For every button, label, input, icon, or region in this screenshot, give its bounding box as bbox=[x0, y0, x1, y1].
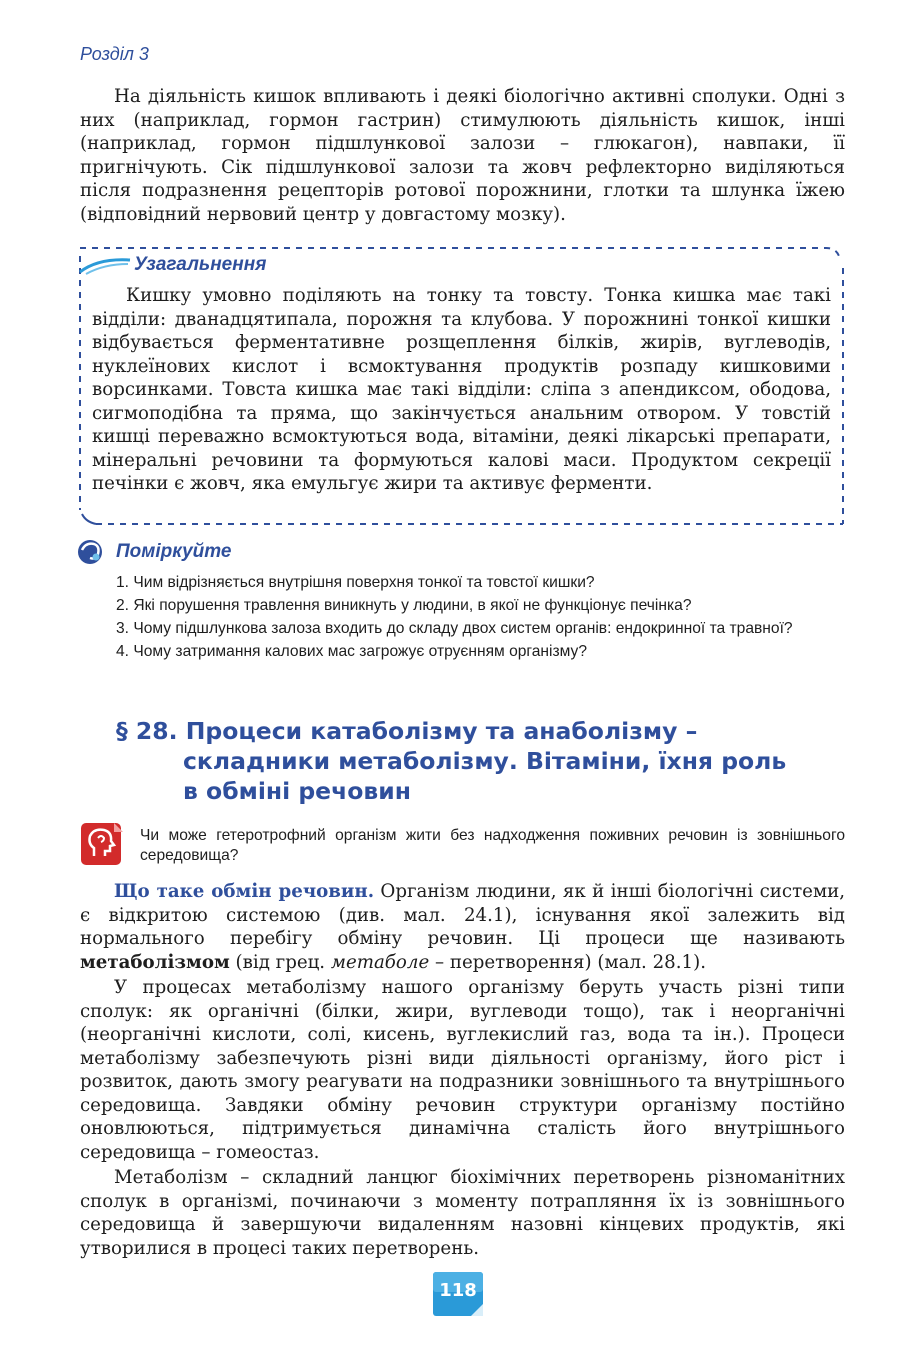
paragraph-lead: Що таке обмін речовин. bbox=[114, 881, 375, 902]
summary-text: Кишку умовно поділяють на тонку та товсту. Тонка кишка має такі відділи: дванадцятипала, порожня та клубова. У порожнині тонкої кишки відбувається ферментативне розщеплення білків, жирів, вуглеводів, нуклеїнових кислот і всмоктування продуктів розпаду кишковими ворсинками. Товста кишка має такі відділи: сліпа з апендиксом, ободова, сигмоподібна та пряма, що закінчується анальним отвором. У товстій кишці переважно всмоктуються вода, вітаміни, деякі лікарські препарати, мінеральні речовини та формуються калові маси. Продуктом секреції печінки є жовч, яка емульгує жири та активує ферменти. bbox=[92, 285, 831, 494]
chapter-heading-line: § 28. Процеси катаболізму та анаболізму – bbox=[116, 717, 698, 745]
section-label: Розділ 3 bbox=[80, 44, 149, 64]
question-item: 1. Чим відрізняється внутрішня поверхня тонкої та товстої кишки? bbox=[116, 574, 595, 591]
thinking-head-icon bbox=[76, 538, 106, 566]
body-text bbox=[80, 880, 845, 1260]
question-item: 4. Чому затримання калових мас загрожує отруєнням організму? bbox=[116, 643, 588, 660]
summary-title: Узагальнення bbox=[134, 254, 267, 275]
paragraph-text: Організм людини, як й інші біологічні системи, є відкритою системою (див. мал. 24.1), існування якої залежить від нормального перебігу обміну речовин. Ці процеси ще називають bbox=[80, 881, 845, 949]
body-paragraph: У процесах метаболізму нашого організму беруть участь різні типи сполук: як органічні (білки, жири, вуглеводи тощо), так і неорганічні (неорганічні кислоти, солі, кисень, вуглекислий газ, вода та ін.). Процеси метаболізму забезпечують різні види діяльності організму, його ріст і розвиток, дають змогу реагувати на подразники зовнішнього та внутрішнього середовища. Завдяки обміну речовин структури організму постійно оновлюються, підтримується динамічна сталість його внутрішнього середовища – гомеостаз. bbox=[80, 977, 845, 1163]
thinking-person-icon bbox=[80, 822, 124, 866]
chapter-heading-line: складники метаболізму. Вітаміни, їхня роль bbox=[183, 747, 787, 775]
question-item: 3. Чому підшлункова залоза входить до складу двох систем органів: ендокринної та травної? bbox=[116, 620, 793, 637]
question-list bbox=[80, 573, 845, 665]
chapter-heading bbox=[116, 716, 836, 806]
body-paragraph: Метаболізм – складний ланцюг біохімічних перетворень різноманітних сполук в організмі, починаючи з моменту потрапляння їх із зовнішнього середовища й завершуючи видаленням назовні кінцевих продуктів, які утворилися в процесі таких перетворень. bbox=[80, 1167, 845, 1259]
body-paragraph bbox=[80, 880, 845, 974]
pen-swoosh-icon bbox=[78, 254, 134, 276]
page-number-badge bbox=[431, 1270, 487, 1320]
lead-question: Чи може гетеротрофний організм жити без надходження поживних речовин із зовнішнього середовища? bbox=[140, 827, 845, 864]
page-number: 118 bbox=[439, 1280, 477, 1301]
paragraph-text: – перетворення) (мал. 28.1). bbox=[429, 951, 706, 973]
intro-paragraph: На діяльність кишок впливають і деякі біологічно активні сполуки. Одні з них (наприклад, гормон гастрин) стимулюють діяльність кишок, інші (наприклад, гормон підшлункової залози – глюкагон), навпаки, її пригнічують. Сік підшлункової залози та жовч рефлекторно виділяються після подразнення рецепторів ротової порожнини, глотки та шлунка їжею (відповідний нервовий центр у довгастому мозку). bbox=[80, 86, 845, 225]
think-title: Поміркуйте bbox=[116, 541, 232, 562]
greek-term: метаболе bbox=[330, 951, 430, 973]
term-metabolism: метаболізмом bbox=[80, 951, 230, 973]
chapter-heading-line: в обміні речовин bbox=[183, 777, 411, 805]
question-item: 2. Які порушення травлення виникнуть у людини, в якої не функціонує печінка? bbox=[116, 597, 692, 614]
paragraph-text: (від грец. bbox=[229, 951, 331, 973]
